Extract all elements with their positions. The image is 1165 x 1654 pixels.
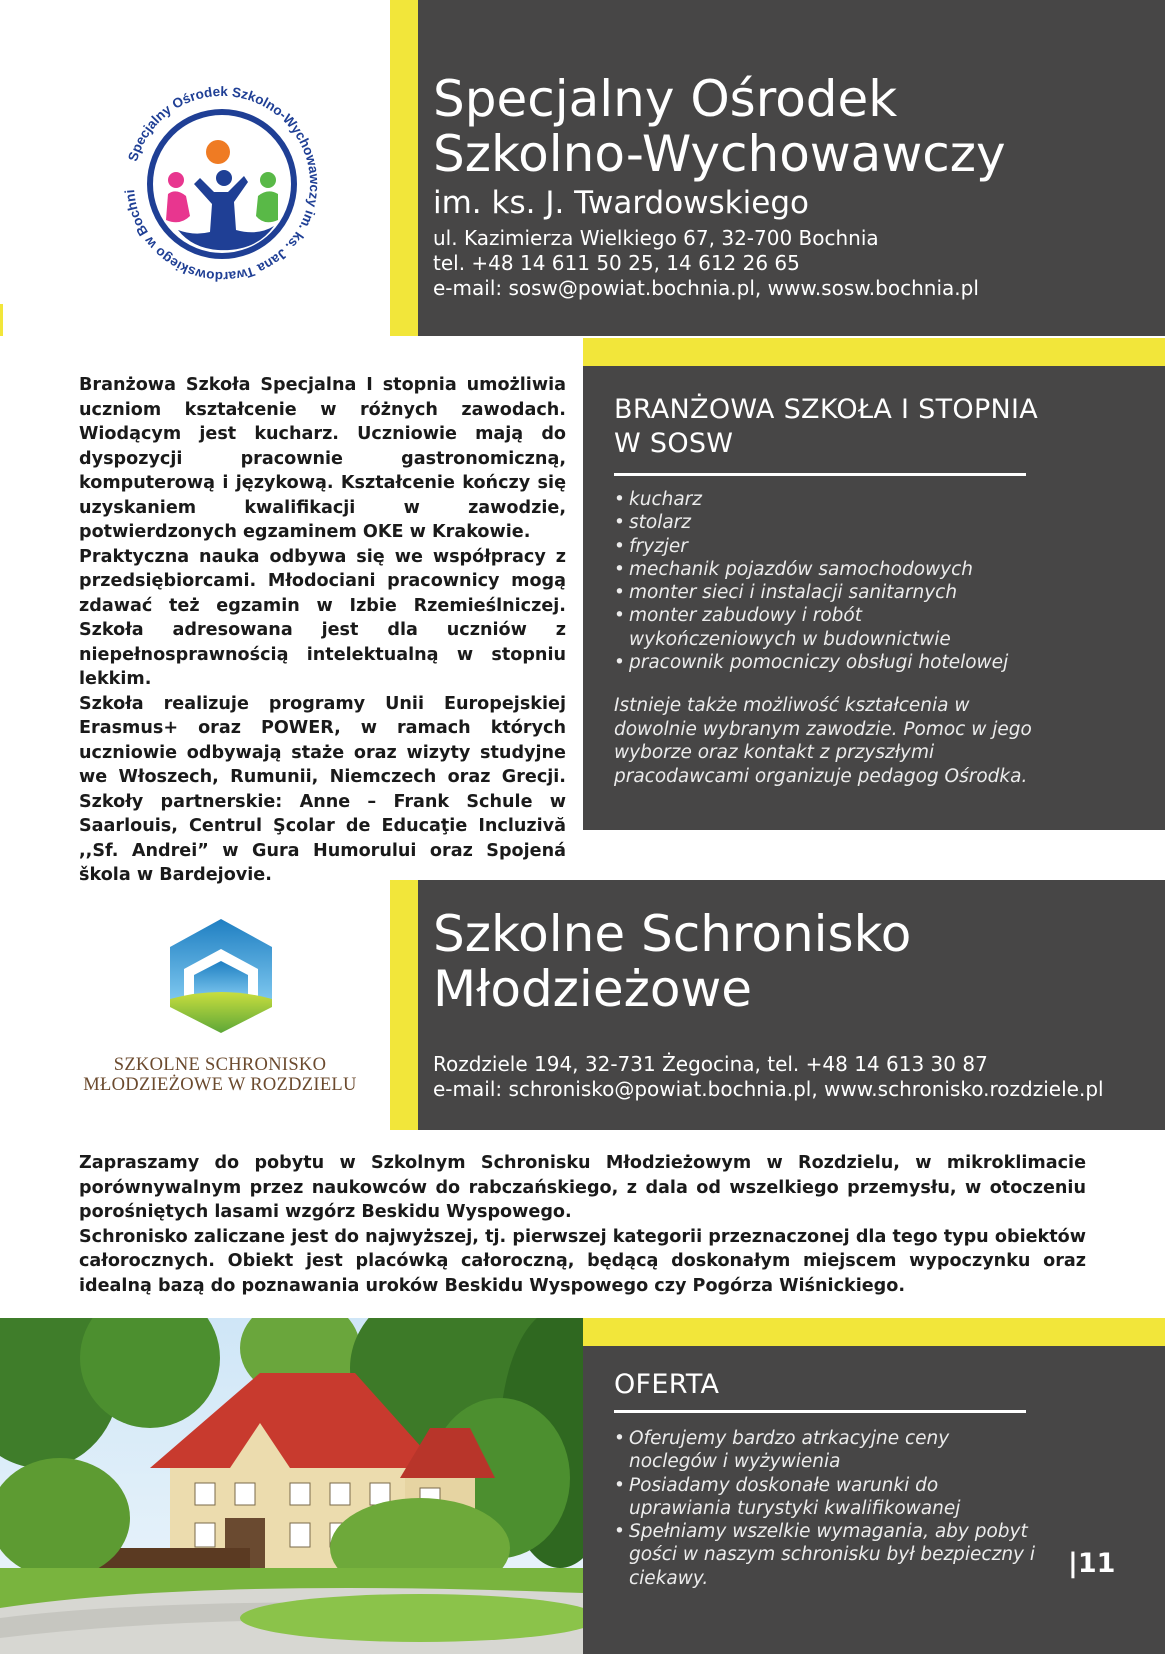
schronisko-logo-text xyxy=(70,1055,370,1095)
sosw-phone: tel. +48 14 611 50 25, 14 612 26 65 xyxy=(433,251,800,275)
list-item: • mechanik pojazdów samochodowych xyxy=(614,558,973,580)
branzowa-intro-rest: umożliwia uczniom kształcenie w różnych zawodach. Wiodącym jest kucharz. Uczniowie mają do dyspozycji pracownie gastronomiczną, komputerową i językową. Kształcenie kończy się uzyskaniem kwalifikacji w zawodzie, potwierdzonych egzaminem OKE w Krakowie. xyxy=(79,375,566,542)
oferta-divider xyxy=(614,1410,1026,1413)
schronisko-logo-line2: MŁODZIEŻOWE W ROZDZIELU xyxy=(83,1075,357,1095)
branzowa-para1 xyxy=(79,373,566,545)
schronisko-intro-bold: Szkolnym Schronisku Młodzieżowym w Rozdzielu xyxy=(371,1153,894,1173)
branzowa-intro-bold: Branżowa Szkoła Specjalna I stopnia xyxy=(79,375,457,395)
branzowa-panel-title-line2: W SOSW xyxy=(614,428,734,459)
oferta-title: OFERTA xyxy=(614,1369,720,1400)
list-item: • kucharz xyxy=(614,489,702,510)
schronisko-address: Rozdziele 194, 32-731 Żegocina, tel. +48 14 613 30 87 xyxy=(433,1052,988,1076)
schronisko-title-line2: Młodzieżowe xyxy=(433,960,753,1018)
header-accent-bar xyxy=(390,0,418,336)
schronisko-description xyxy=(79,1151,1086,1298)
oferta-panel-accent xyxy=(583,1318,1165,1346)
sosw-address: ul. Kazimierza Wielkiego 67, 32-700 Bochnia xyxy=(433,226,879,250)
branzowa-note: Istnieje także możliwość kształcenia w dowolnie wybranym zawodzie. Pomoc w jego wyborze oraz kontakt z przyszłymi pracodawcami organizuje pedagog Ośrodka. xyxy=(614,695,1032,787)
page-number: |11 xyxy=(1068,1548,1116,1579)
schronisko-logo xyxy=(168,917,274,1035)
offers-list xyxy=(614,1427,1039,1590)
oferta-panel-content xyxy=(614,1368,1114,1590)
logo-ring-text: Specjalny Ośrodek Szkolno-Wychowawczy im. ks. Jana Twardowskiego w Bochni xyxy=(122,83,323,285)
hostel-photo xyxy=(0,1318,583,1654)
branzowa-panel-title-line1: BRANŻOWA SZKOŁA I STOPNIA xyxy=(614,394,1039,425)
schronisko-logo-line1: SZKOLNE SCHRONISKO xyxy=(113,1055,327,1075)
branzowa-description xyxy=(79,373,566,888)
sosw-header-text xyxy=(433,72,1153,301)
schronisko-para1: Zapraszamy do pobytu w Szkolnym Schronisku Młodzieżowym w Rozdzielu, w mikroklimacie porównywalnym przez naukowców do rabczańskiego, z dala od wszelkiego przemysłu, w otoczeniu porośniętych lasami wzgórz Beskidu Wyspowego. xyxy=(79,1153,1087,1222)
schronisko-title-line1: Szkolne Schronisko xyxy=(433,905,912,963)
branzowa-panel-divider xyxy=(614,473,1026,476)
schronisko-email: e-mail: schronisko@powiat.bochnia.pl, www.schronisko.rozdziele.pl xyxy=(433,1077,1104,1101)
sosw-subtitle: im. ks. J. Twardowskiego xyxy=(433,185,809,221)
branzowa-panel-content xyxy=(614,393,1144,788)
schronisko-header-accent xyxy=(390,880,418,1130)
sosw-logo xyxy=(118,80,326,288)
sosw-email: e-mail: sosw@powiat.bochnia.pl, www.sosw.bochnia.pl xyxy=(433,276,979,300)
sosw-title-line1: Specjalny Ośrodek xyxy=(433,70,898,128)
schronisko-para2: Schronisko zaliczane jest do najwyższej, tj. pierwszej kategorii przeznaczonej dla tego typu obiektów całorocznych. Obiekt jest placówką całoroczną, będącą doskonałym miejscem wypoczynku oraz idealną bazą do poznawania uroków Beskidu Wyspowego czy Pogórza Wiśnickiego. xyxy=(79,1226,1086,1296)
schronisko-header-text xyxy=(433,907,1153,1102)
list-item: • Oferujemy bardzo atrkacyjne ceny noclegów i wyżywienia xyxy=(614,1428,950,1473)
list-item: • monter zabudowy i robót wykończeniowych w budownictwie xyxy=(614,605,951,650)
branzowa-panel-accent xyxy=(583,338,1165,366)
sosw-title-line2: Szkolno-Wychowawczy xyxy=(433,125,1006,183)
branzowa-para3: Szkoła realizuje programy Unii Europejskiej Erasmus+ oraz POWER, w ramach których uczniowie odbywają staże oraz wizyty studyjne we Włoszech, Rumunii, Niemczech oraz Grecji. Szkoły partnerskie: Anne – Frank Schule w Saarlouis, Centrul Şcolar de Educaţie Incluzivă ,,Sf. Andrei” w Gura Humorului oraz Spojená škola w Bardejovie. xyxy=(79,693,566,885)
branzowa-para2: Praktyczna nauka odbywa się we współpracy z przedsiębiorcami. Młodociani pracownicy mogą zdawać też egzamin w Izbie Rzemieślniczej. Szkoła adresowana jest dla uczniów z niepełnosprawnością intelektualną w stopniu lekkim. xyxy=(79,546,566,689)
list-item: • Posiadamy doskonałe warunki do uprawiania turystyki kwalifikowanej xyxy=(614,1474,961,1519)
professions-list xyxy=(614,488,1144,674)
left-edge-mark xyxy=(0,304,3,336)
list-item: • monter sieci i instalacji sanitarnych xyxy=(614,582,958,604)
list-item: • fryzjer xyxy=(614,535,688,557)
list-item: • stolarz xyxy=(614,512,692,534)
list-item: • pracownik pomocniczy obsługi hotelowej xyxy=(614,652,1009,674)
list-item: • Spełniamy wszelkie wymagania, aby pobyt gości w naszym schronisku był bezpieczny i ciekawy. xyxy=(614,1521,1036,1589)
